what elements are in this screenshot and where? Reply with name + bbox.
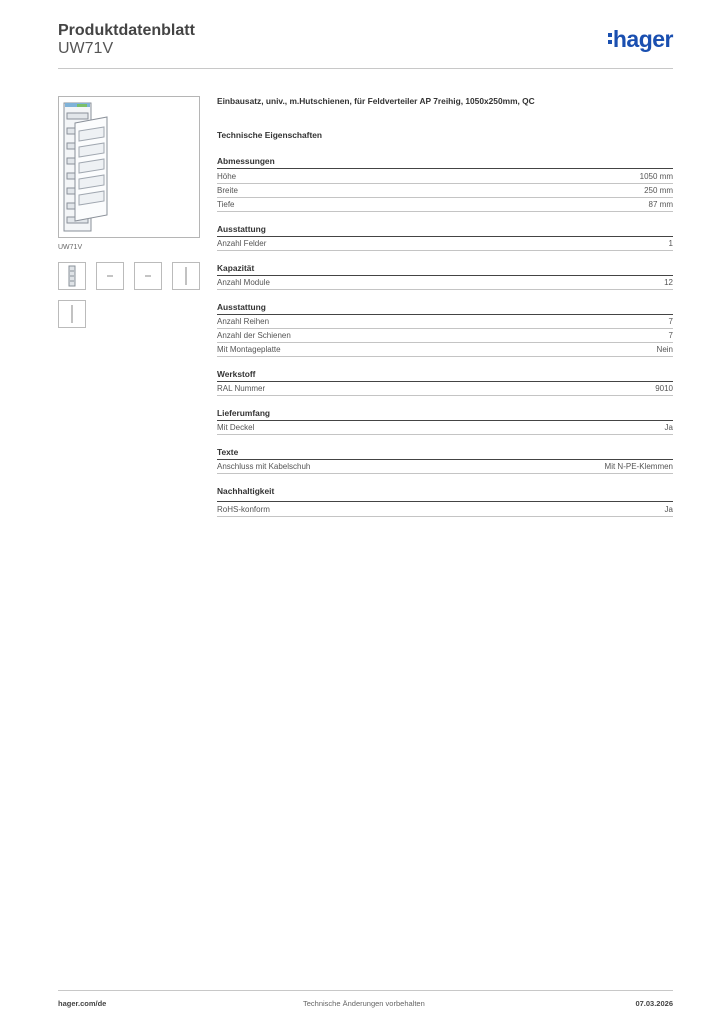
footer-divider (58, 990, 673, 991)
thumbnail-3[interactable] (134, 262, 162, 290)
header-divider (58, 68, 673, 69)
footer-date: 07.03.2026 (635, 999, 673, 1008)
spec-row (217, 344, 673, 358)
document-title: Produktdatenblatt (58, 22, 195, 39)
technical-properties-heading: Technische Eigenschaften (217, 130, 323, 140)
spec-label: Breite (217, 186, 238, 195)
spec-row (217, 238, 673, 252)
spec-label: Mit Montageplatte (217, 345, 281, 354)
section-heading-abmessungen (217, 156, 673, 166)
spec-label: Höhe (217, 172, 237, 181)
section-heading-ausstattung (217, 302, 673, 312)
spec-value: 1050 mm (639, 172, 673, 181)
spec-value: 87 mm (648, 200, 673, 209)
section-heading-ausstattung (217, 224, 673, 234)
logo-dots-icon (608, 30, 612, 47)
spec-value: 12 (664, 278, 673, 287)
thumbnail-enclosure-icon (59, 263, 85, 289)
footer-disclaimer: Technische Änderungen vorbehalten (303, 999, 425, 1008)
spec-value: 1 (668, 239, 673, 248)
thumbnail-1[interactable] (58, 262, 86, 290)
spec-row (217, 171, 673, 185)
section-title: Texte (217, 447, 239, 457)
spec-value: Mit N-PE-Klemmen (604, 462, 673, 471)
logo-text: hager (612, 26, 673, 52)
page-header (58, 20, 673, 68)
spec-row (217, 504, 673, 518)
spec-label: RoHS-konform (217, 505, 270, 514)
section-title: Ausstattung (217, 302, 266, 312)
section-title: Kapazität (217, 263, 255, 273)
spec-value: 7 (668, 331, 673, 340)
section-title: Abmessungen (217, 156, 275, 166)
spec-label: Mit Deckel (217, 423, 255, 432)
spec-value: 250 mm (644, 186, 673, 195)
section-title: Werkstoff (217, 369, 256, 379)
section-heading-texte (217, 447, 673, 457)
thumbnail-rail-icon (135, 263, 161, 289)
product-main-image[interactable] (58, 96, 200, 238)
section-heading-lieferumfang (217, 408, 673, 418)
spec-label: Anschluss mit Kabelschuh (217, 462, 311, 471)
spec-row (217, 330, 673, 344)
thumbnail-bar-icon (173, 263, 199, 289)
thumbnail-rail-icon (97, 263, 123, 289)
hager-logo (608, 26, 673, 53)
section-heading-kapazitaet (217, 263, 673, 273)
thumbnail-4[interactable] (172, 262, 200, 290)
spec-row (217, 185, 673, 199)
section-title: Nachhaltigkeit (217, 486, 275, 496)
spec-value: Nein (656, 345, 673, 354)
spec-label: Anzahl Reihen (217, 317, 270, 326)
product-enclosure-icon (59, 97, 199, 237)
product-description: Einbausatz, univ., m.Hutschienen, für Feldverteiler AP 7reihig, 1050x250mm, QC (217, 96, 535, 106)
spec-row (217, 383, 673, 397)
spec-label: Anzahl der Schienen (217, 331, 291, 340)
spec-label: Tiefe (217, 200, 235, 209)
spec-row (217, 422, 673, 436)
footer-website-link[interactable]: hager.com/de (58, 999, 107, 1008)
spec-label: RAL Nummer (217, 384, 266, 393)
spec-value: 9010 (655, 384, 673, 393)
spec-row (217, 277, 673, 291)
spec-value: 7 (668, 317, 673, 326)
spec-value: Ja (664, 423, 673, 432)
spec-row (217, 199, 673, 213)
article-number: UW71V (58, 40, 114, 57)
spec-row (217, 316, 673, 330)
image-caption: UW71V (58, 244, 83, 251)
thumbnail-bar-icon (59, 301, 85, 327)
thumbnail-5[interactable] (58, 300, 86, 328)
section-heading-nachhaltigkeit (217, 486, 673, 496)
spec-row (217, 461, 673, 475)
spec-label: Anzahl Module (217, 278, 270, 287)
section-title: Ausstattung (217, 224, 266, 234)
spec-label: Anzahl Felder (217, 239, 267, 248)
section-heading-werkstoff (217, 369, 673, 379)
thumbnail-2[interactable] (96, 262, 124, 290)
section-title: Lieferumfang (217, 408, 271, 418)
spec-value: Ja (664, 505, 673, 514)
